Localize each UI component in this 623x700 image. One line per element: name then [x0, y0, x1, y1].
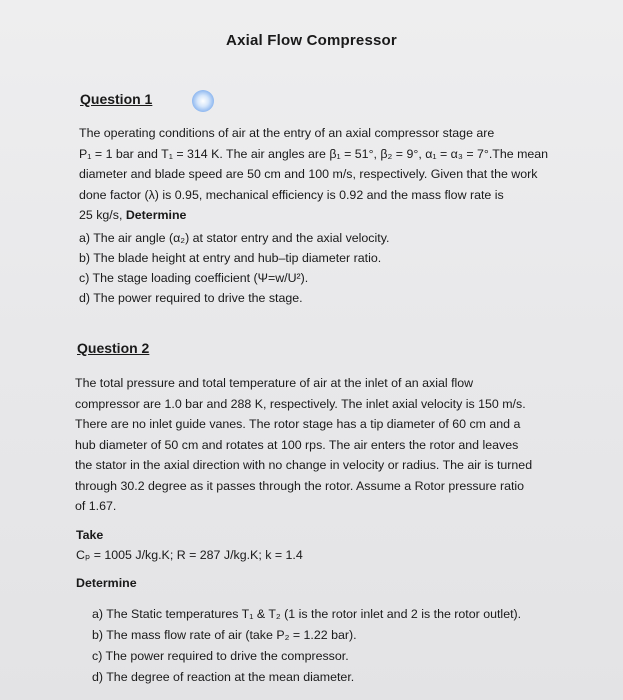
list-item: d) The degree of reaction at the mean diameter. — [92, 670, 355, 684]
question-1-line: done factor (λ) is 0.95, mechanical efficiency is 0.92 and the mass flow rate is — [79, 187, 504, 202]
question-1-text — [79, 123, 575, 226]
question-1-determine: Determine — [125, 208, 187, 222]
question-1-line — [79, 205, 575, 226]
take-label: Take — [76, 528, 104, 542]
question-1-line: The operating conditions of air at the entry of an axial compressor stage are — [79, 126, 495, 140]
question-2-list — [92, 604, 521, 688]
question-2-line: There are no inlet guide vanes. The rotor stage has a tip diameter of 60 cm and a — [75, 417, 521, 431]
question-2-line: through 30.2 degree as it passes through the rotor. Assume a Rotor pressure ratio — [75, 478, 525, 493]
constants-line: Cₚ = 1005 J/kg.K; R = 287 J/kg.K; k = 1.4 — [76, 548, 303, 562]
list-item: b) The mass flow rate of air (take P₂ = 1.22 bar). — [92, 628, 357, 642]
question-1-line: P₁ = 1 bar and T₁ = 314 K. The air angles are β₁ = 51°, β₂ = 9°, α₁ = α₃ = 7°.The mean — [79, 146, 549, 161]
list-item: d) The power required to drive the stage. — [79, 291, 303, 305]
question-1-heading: Question 1 — [80, 91, 153, 107]
question-2-line: hub diameter of 50 cm and rotates at 100 rps. The air enters the rotor and leaves — [75, 437, 519, 452]
question-2-determine: Determine — [76, 576, 137, 590]
question-1-list — [79, 228, 389, 308]
question-2-line: The total pressure and total temperature of air at the inlet of an axial flow — [75, 376, 474, 390]
question-2-heading: Question 2 — [77, 340, 150, 356]
question-2-text — [75, 373, 575, 517]
question-2-line: compressor are 1.0 bar and 288 K, respectively. The inlet axial velocity is 150 m/s. — [75, 396, 526, 411]
blue-dot-icon — [192, 90, 214, 112]
list-item: b) The blade height at entry and hub–tip diameter ratio. — [79, 251, 382, 265]
list-item: c) The stage loading coefficient (Ψ=w/U²). — [79, 271, 309, 285]
question-1-line: diameter and blade speed are 50 cm and 100 m/s, respectively. Given that the work — [79, 167, 538, 181]
document-title: Axial Flow Compressor — [226, 32, 397, 49]
question-2-line: of 1.67. — [75, 499, 117, 513]
list-item: a) The air angle (α₂) at stator entry and the axial velocity. — [79, 231, 390, 245]
question-1-last-line: 25 kg/s, — [79, 208, 126, 222]
list-item: a) The Static temperatures T₁ & T₂ (1 is the rotor inlet and 2 is the rotor outlet). — [92, 607, 522, 621]
list-item: c) The power required to drive the compressor. — [92, 649, 349, 663]
question-2-line: the stator in the axial direction with no change in velocity or radius. The air is turned — [75, 458, 533, 472]
